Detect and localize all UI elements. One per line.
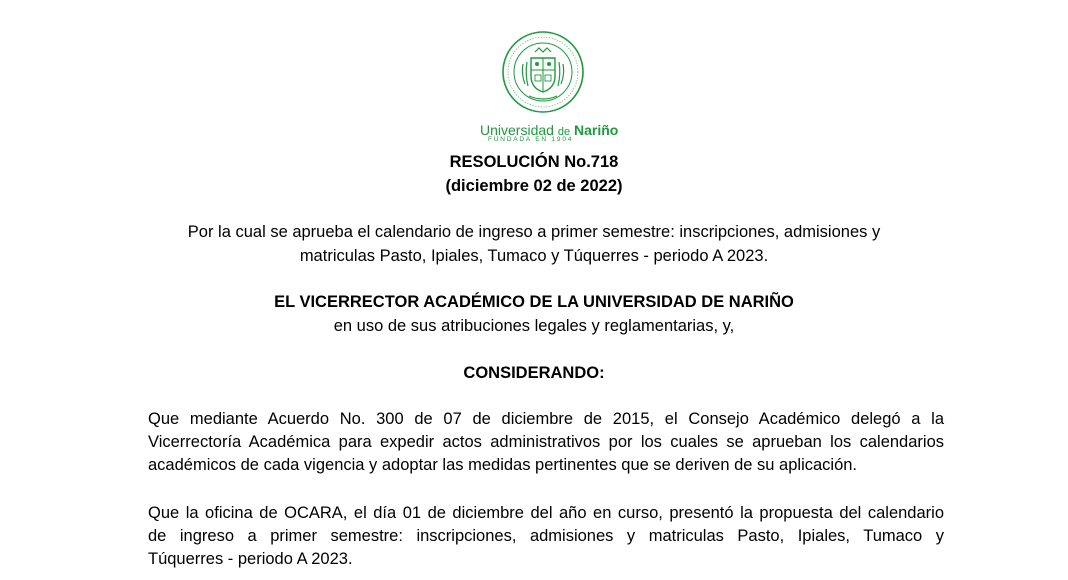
paragraph-line: Que mediante Acuerdo No. 300 de 07 de diciembre de 2015, el Consejo Académico delegó a la [148,410,944,428]
brand-name-bold: Nariño [573,122,619,138]
paragraph-line: Túquerres - periodo A 2023. [148,550,353,568]
paragraph-line: académicos de cada vigencia y adoptar las medidas pertinentes que se deriven de su aplicación. [148,456,858,474]
paragraph-line: Que la oficina de OCARA, el día 01 de diciembre del año en curso, presentó la propuesta del calendario [148,504,944,522]
resolution-subject [0,220,1068,268]
paragraph-line: Vicerrectoría Académica para expedir actos administrativos por los cuales se aprueban los calendarios [148,433,944,451]
brand-prefix: Universidad [480,122,554,138]
considerando-paragraph-2 [148,502,944,571]
considerando-heading: CONSIDERANDO: [463,364,605,382]
issuing-authority [0,290,1068,338]
brand-connector: de [557,126,571,138]
founded-tagline: FUNDADA EN 1904 [488,136,574,143]
university-seal-icon [501,30,585,114]
resolution-date: (diciembre 02 de 2022) [445,177,623,195]
subject-line-1: Por la cual se aprueba el calendario de ingreso a primer semestre: inscripciones, admisiones y [187,223,881,241]
paragraph-line: de ingreso a primer semestre: inscripciones, admisiones y matriculas Pasto, Ipiales, Tumaco y [148,527,944,545]
authority-title: EL VICERRECTOR ACADÉMICO DE LA UNIVERSIDAD DE NARIÑO [274,293,794,311]
resolution-heading [0,150,1068,198]
resolution-number: RESOLUCIÓN No.718 [449,153,619,171]
considerando-paragraph-1 [148,408,944,477]
subject-line-2: matriculas Pasto, Ipiales, Tumaco y Túquerres - periodo A 2023. [299,247,769,265]
authority-subtitle: en uso de sus atribuciones legales y reglamentarias, y, [333,317,735,335]
